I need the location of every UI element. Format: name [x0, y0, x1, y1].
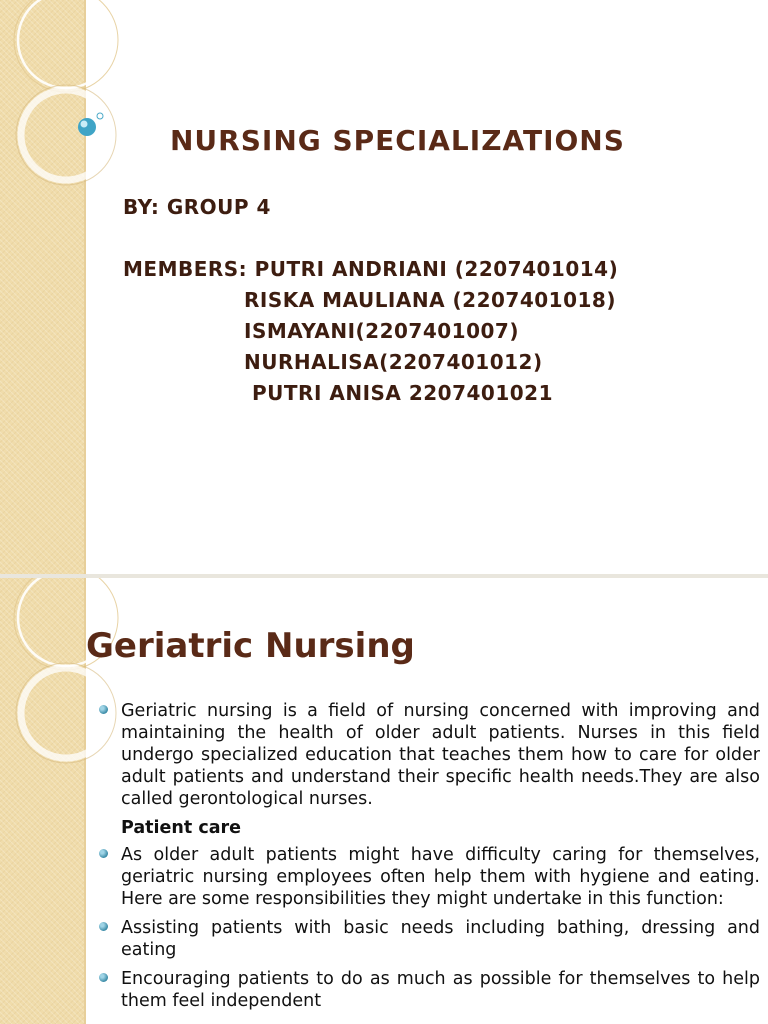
bullet-icon	[99, 973, 108, 982]
member-line: PUTRI ANISA 2207401021	[252, 381, 554, 405]
byline: BY: GROUP 4	[123, 195, 271, 219]
section-subheading: Patient care	[121, 818, 241, 838]
list-item	[98, 968, 760, 1012]
member-line: RISKA MAULIANA (2207401018)	[244, 288, 616, 312]
list-item	[98, 700, 760, 810]
list-item-text: Geriatric nursing is a field of nursing concerned with improving and maintaining the health of older adult patients. Nurses in this field undergo specialized education that teaches them how to care for older adult patients and understand their specific health needs.They are also called gerontological nurses.	[121, 701, 760, 809]
bullet-list	[98, 700, 760, 1019]
list-item-text: Encouraging patients to do as much as possible for themselves to help them feel independent	[121, 969, 760, 1011]
list-item	[98, 844, 760, 910]
decorative-circles	[0, 0, 140, 200]
member-line: ISMAYANI(2207401007)	[244, 319, 519, 343]
slide-title: NURSING SPECIALIZATIONS	[170, 124, 625, 157]
bullet-icon	[99, 705, 108, 714]
member-line: MEMBERS: PUTRI ANDRIANI (2207401014)	[123, 257, 619, 281]
member-line: NURHALISA(2207401012)	[244, 350, 543, 374]
list-item-text: As older adult patients might have difficulty caring for themselves, geriatric nursing employees often help them with hygiene and eating. Here are some responsibilities they might undertake in this function:	[121, 845, 760, 909]
bullet-icon	[99, 849, 108, 858]
list-item	[98, 917, 760, 961]
bullet-icon	[99, 922, 108, 931]
slide-title: Geriatric Nursing	[86, 626, 415, 666]
list-item-text: Assisting patients with basic needs including bathing, dressing and eating	[121, 918, 760, 960]
